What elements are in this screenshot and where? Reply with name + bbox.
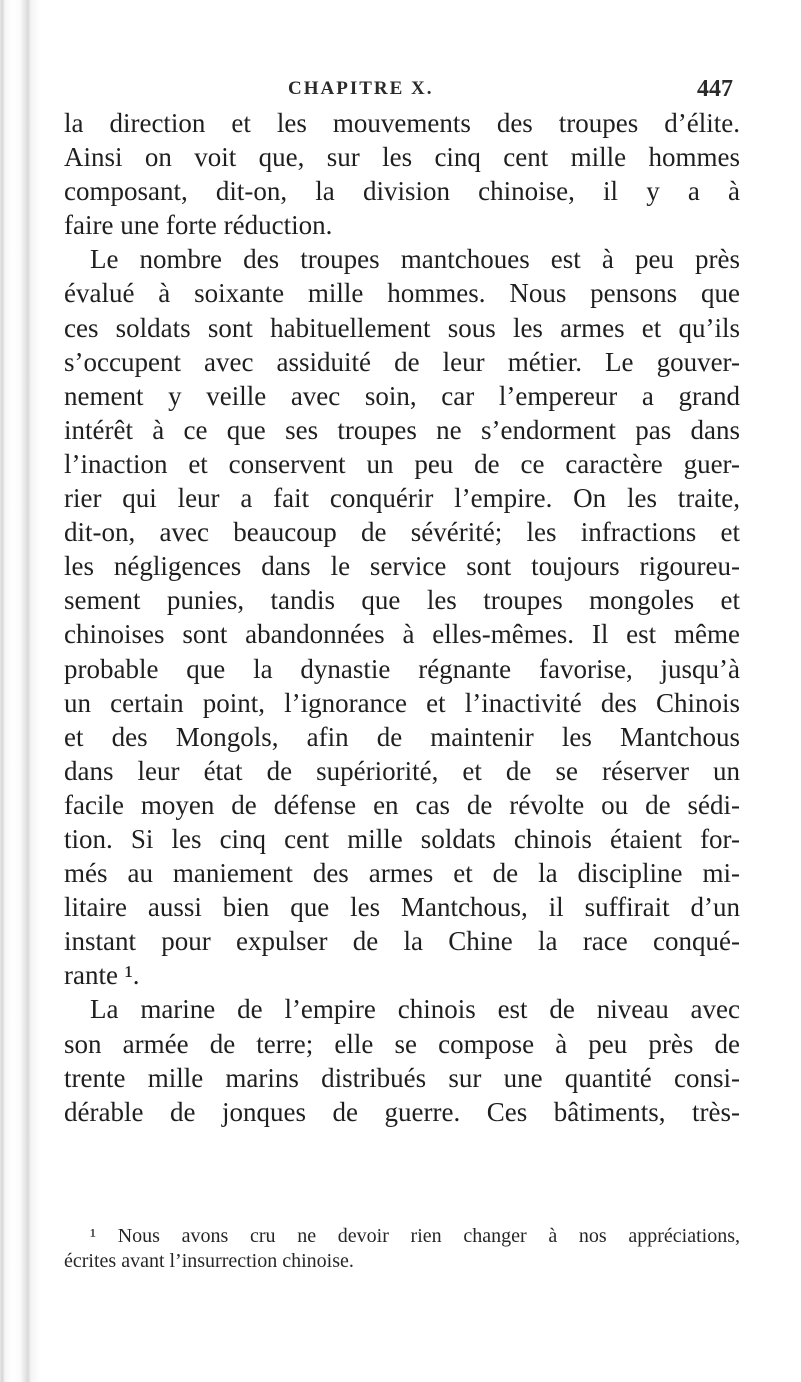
page-number: 447	[697, 76, 733, 102]
text-line: La marine de l’empire chinois est de niveau avec	[90, 994, 740, 1025]
text-line: Le nombre des troupes mantchoues est à peu près	[90, 244, 740, 275]
text-line: son armée de terre; elle se compose à peu près de	[64, 1028, 740, 1059]
text-line: facile moyen de défense en cas de révolte ou de sédi-	[64, 789, 740, 820]
text-line: probable que la dynastie régnante favorise, jusqu’à	[64, 653, 740, 684]
text-line: dit-on, avec beaucoup de sévérité; les infractions et	[64, 517, 740, 548]
footnote-line: écrites avant l’insurrection chinoise.	[64, 1250, 354, 1272]
text-line: s’occupent avec assiduité de leur métier. Le gouver-	[64, 346, 740, 377]
text-line: faire une forte réduction.	[64, 210, 333, 241]
text-line: nement y veille avec soin, car l’empereur a grand	[64, 380, 740, 411]
text-line: dans leur état de supériorité, et de se réserver un	[64, 755, 740, 786]
text-line: l’inaction et conservent un peu de ce caractère guer-	[64, 448, 740, 479]
text-line: intérêt à ce que ses troupes ne s’endorment pas dans	[64, 414, 740, 445]
running-title: CHAPITRE X.	[288, 78, 434, 99]
text-line: dérable de jonques de guerre. Ces bâtiments, très-	[64, 1096, 740, 1127]
page-header	[288, 76, 733, 108]
text-line: instant pour expulser de la Chine la race conqué-	[64, 926, 740, 957]
text-line: composant, dit-on, la division chinoise, il y a à	[64, 176, 740, 207]
text-line: ces soldats sont habituellement sous les armes et qu’ils	[64, 312, 740, 343]
book-gutter	[0, 0, 40, 1382]
text-line: chinoises sont abandonnées à elles-mêmes. Il est même	[64, 619, 740, 650]
text-line: et des Mongols, afin de maintenir les Mantchous	[64, 721, 740, 752]
text-line: les négligences dans le service sont toujours rigoureu-	[64, 551, 740, 582]
text-line: évalué à soixante mille hommes. Nous pensons que	[64, 278, 740, 309]
footnotes	[64, 1224, 740, 1274]
body-text	[64, 106, 740, 1129]
text-line: rier qui leur a fait conquérir l’empire. On les traite,	[64, 483, 740, 514]
text-line: Ainsi on voit que, sur les cinq cent mille hommes	[64, 142, 740, 173]
text-line: trente mille marins distribués sur une quantité consi-	[64, 1062, 740, 1093]
text-line: la direction et les mouvements des troupes d’élite.	[64, 108, 740, 138]
text-line: un certain point, l’ignorance et l’inactivité des Chinois	[64, 687, 740, 718]
text-line: més au maniement des armes et de la discipline mi-	[64, 858, 740, 889]
text-line: rante ¹.	[64, 960, 140, 991]
text-line: litaire aussi bien que les Mantchous, il suffirait d’un	[64, 892, 740, 923]
footnote-line: ¹ Nous avons cru ne devoir rien changer à nos appréciations,	[90, 1225, 740, 1247]
text-line: tion. Si les cinq cent mille soldats chinois étaient for-	[64, 823, 740, 854]
text-line: sement punies, tandis que les troupes mongoles et	[64, 585, 740, 616]
